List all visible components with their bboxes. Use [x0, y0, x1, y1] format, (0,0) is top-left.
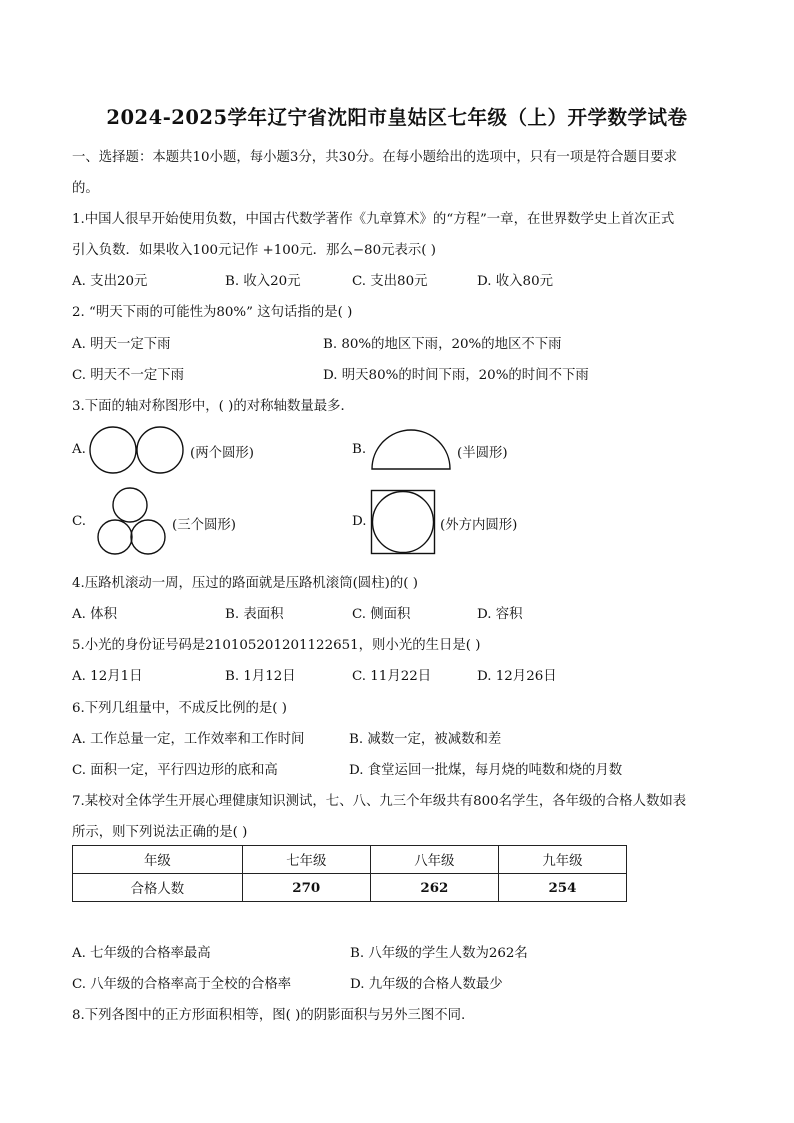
semicircle-figure [368, 426, 454, 472]
table-header-cell: 九年级 [498, 846, 626, 874]
q5-option-a[interactable]: A. 12月1日 [72, 669, 143, 684]
q4-option-c[interactable]: C. 侧面积 [352, 607, 411, 622]
q1-option-a[interactable]: A. 支出20元 [72, 274, 148, 289]
q7-option-b[interactable]: B. 八年级的学生人数为262名 [350, 946, 528, 961]
q5-option-d[interactable]: D. 12月26日 [477, 669, 557, 684]
q2-option-d[interactable]: D. 明天80%的时间下雨，20%的时间不下雨 [323, 368, 589, 383]
q3-option-a-label: (两个圆形) [190, 446, 255, 461]
q2-option-b[interactable]: B. 80%的地区下雨，20%的地区不下雨 [323, 337, 562, 352]
q1-option-c[interactable]: C. 支出80元 [352, 274, 428, 289]
q6-option-a[interactable]: A. 工作总量一定，工作效率和工作时间 [72, 732, 305, 747]
table-header-cell: 七年级 [242, 846, 370, 874]
table-header-cell: 八年级 [370, 846, 498, 874]
q7-option-a[interactable]: A. 七年级的合格率最高 [72, 946, 211, 961]
qualified-count-table [72, 845, 627, 902]
section-instructions-line2: 的。 [72, 181, 99, 196]
q4-stem: 4.压路机滚动一周，压过的路面就是压路机滚筒(圆柱)的( ) [72, 576, 418, 591]
q3-option-c-letter[interactable]: C. [72, 514, 87, 529]
q3-option-b-letter[interactable]: B. [352, 442, 367, 457]
q1-stem-line1: 1.中国人很早开始使用负数，中国古代数学著作《九章算术》的“方程”一章，在世界数学史上首次正式 [72, 212, 675, 227]
q4-option-b[interactable]: B. 表面积 [225, 607, 284, 622]
table-cell: 254 [498, 874, 626, 902]
q5-stem: 5.小光的身份证号码是210105201201122651，则小光的生日是( ) [72, 638, 481, 653]
q5-option-b[interactable]: B. 1月12日 [225, 669, 296, 684]
q6-option-d[interactable]: D. 食堂运回一批煤，每月烧的吨数和烧的月数 [349, 763, 623, 778]
q4-option-d[interactable]: D. 容积 [477, 607, 523, 622]
two-circles-figure [88, 424, 188, 476]
q7-stem-line1: 7.某校对全体学生开展心理健康知识测试，七、八、九三个年级共有800名学生，各年级的合格人数如表 [72, 794, 687, 809]
table-header-cell: 年级 [73, 846, 243, 874]
table-header-row [73, 846, 627, 874]
table-row-label: 合格人数 [73, 874, 243, 902]
q7-stem-line2: 所示，则下列说法正确的是( ) [72, 825, 248, 840]
q2-option-c[interactable]: C. 明天不一定下雨 [72, 368, 185, 383]
exam-title: 2024-2025学年辽宁省沈阳市皇姑区七年级（上）开学数学试卷 [106, 106, 688, 129]
q8-stem: 8.下列各图中的正方形面积相等，图( )的阴影面积与另外三图不同. [72, 1008, 466, 1023]
section-instructions-line1: 一、选择题：本题共10小题，每小题3分，共30分。在每小题给出的选项中，只有一项是符合题目要求 [72, 150, 678, 165]
q2-stem: 2. “明天下雨的可能性为80%” 这句话指的是( ) [72, 305, 353, 320]
q1-option-d[interactable]: D. 收入80元 [477, 274, 553, 289]
q3-option-a-letter[interactable]: A. [72, 442, 86, 457]
circle-in-square-figure [370, 489, 436, 555]
q6-option-b[interactable]: B. 减数一定，被减数和差 [349, 732, 502, 747]
q5-option-c[interactable]: C. 11月22日 [352, 669, 432, 684]
q3-stem: 3.下面的轴对称图形中，( )的对称轴数量最多． [72, 399, 354, 414]
q3-option-d-letter[interactable]: D. [352, 514, 367, 529]
three-circles-figure [96, 486, 170, 558]
q7-option-d[interactable]: D. 九年级的合格人数最少 [350, 977, 503, 992]
table-row [73, 874, 627, 902]
q6-stem: 6.下列几组量中，不成反比例的是( ) [72, 701, 287, 716]
q7-option-c[interactable]: C. 八年级的合格率高于全校的合格率 [72, 977, 292, 992]
q6-option-c[interactable]: C. 面积一定，平行四边形的底和高 [72, 763, 278, 778]
q3-option-d-label: (外方内圆形) [440, 518, 518, 533]
q3-option-c-label: (三个圆形) [172, 518, 237, 533]
q1-stem-line2: 引入负数．如果收入100元记作 +100元．那么−80元表示( ) [72, 243, 436, 258]
table-cell: 270 [242, 874, 370, 902]
table-cell: 262 [370, 874, 498, 902]
q4-option-a[interactable]: A. 体积 [72, 607, 117, 622]
q2-option-a[interactable]: A. 明天一定下雨 [72, 337, 171, 352]
q1-option-b[interactable]: B. 收入20元 [225, 274, 301, 289]
q3-option-b-label: (半圆形) [457, 446, 508, 461]
